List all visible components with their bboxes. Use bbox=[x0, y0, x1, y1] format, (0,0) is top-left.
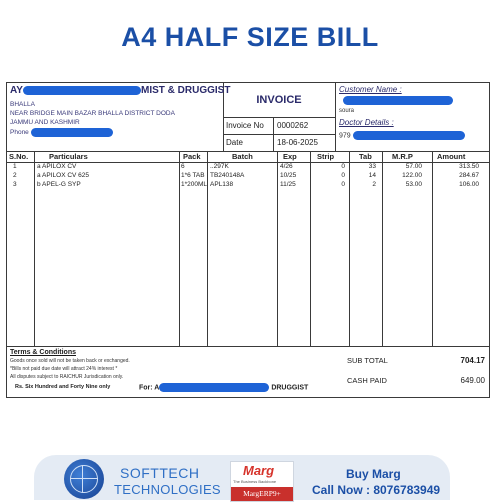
brand-name-line2: TECHNOLOGIES bbox=[114, 482, 221, 497]
page-headline: A4 HALF SIZE BILL bbox=[121, 22, 379, 52]
customer-details bbox=[335, 83, 489, 151]
redacted-shop-name bbox=[23, 86, 141, 95]
col-strip: Strip bbox=[317, 152, 335, 161]
row-sno: 3 bbox=[13, 181, 17, 188]
divider bbox=[273, 134, 274, 151]
col-tab: Tab bbox=[359, 152, 372, 161]
marg-tagline: The Business Backbone bbox=[233, 479, 277, 484]
signatory-line bbox=[139, 383, 308, 392]
col-amount: Amount bbox=[437, 152, 466, 161]
row-pack: 1*200ML bbox=[181, 181, 208, 188]
brand-name-line1: SOFTTECH bbox=[120, 465, 200, 481]
col-divider bbox=[310, 151, 311, 346]
call-now-text: Call Now : 8076783949 bbox=[312, 483, 441, 497]
row-sno: 2 bbox=[13, 172, 17, 179]
term-line: Goods once sold will not be taken back or exchanged. bbox=[10, 358, 130, 364]
cash-paid-value: 649.00 bbox=[460, 376, 485, 385]
for-suffix: DRUGGIST bbox=[271, 384, 309, 392]
term-line: All disputes subject to RAICHUR Jurisdication only. bbox=[10, 374, 124, 380]
invoice-title: INVOICE bbox=[223, 83, 335, 118]
table-header bbox=[7, 151, 489, 163]
marg-wordmark: Marg bbox=[243, 463, 275, 478]
row-exp: 10/25 bbox=[280, 172, 297, 179]
phone-label: Phone bbox=[10, 129, 29, 137]
invoice-number-row bbox=[223, 117, 335, 135]
invoice-date: 18-06-2025 bbox=[277, 138, 318, 147]
col-pack: Pack bbox=[183, 152, 201, 161]
buy-marg-text: Buy Marg bbox=[346, 467, 401, 481]
invoice-date-label: Date bbox=[226, 138, 243, 147]
cash-paid-label: CASH PAID bbox=[347, 376, 387, 385]
col-particulars: Particulars bbox=[49, 152, 88, 161]
col-exp: Exp bbox=[283, 152, 297, 161]
redacted-doctor-phone bbox=[353, 131, 465, 140]
col-sno: S.No. bbox=[9, 152, 29, 161]
row-particulars: a APILOX CV bbox=[37, 163, 77, 170]
shop-name bbox=[10, 85, 230, 96]
col-divider bbox=[432, 151, 433, 346]
row-batch: ..297K bbox=[210, 163, 229, 170]
shop-details bbox=[7, 83, 231, 151]
row-tab: 14 bbox=[368, 172, 376, 179]
row-strip: 0 bbox=[341, 181, 345, 188]
row-particulars: a APILOX CV 625 bbox=[37, 172, 90, 179]
subtotal-value: 704.17 bbox=[460, 356, 485, 365]
customer-name-label: Customer Name : bbox=[339, 85, 402, 94]
amount-in-words: Rs. Six Hundred and Forty Nine only bbox=[15, 384, 111, 390]
col-mrp: M.R.P bbox=[392, 152, 413, 161]
shop-phone bbox=[10, 128, 113, 137]
row-pack: 6 bbox=[181, 163, 185, 170]
row-amount: 284.67 bbox=[459, 172, 479, 179]
row-strip: 0 bbox=[341, 172, 345, 179]
col-divider bbox=[349, 151, 350, 346]
globe-icon bbox=[64, 459, 104, 499]
row-pack: 1*6 TAB bbox=[181, 172, 205, 179]
shop-state: JAMMU AND KASHMIR bbox=[10, 119, 80, 126]
shop-name-prefix: AY bbox=[10, 85, 23, 96]
row-exp: 11/25 bbox=[280, 181, 296, 188]
row-sno: 1 bbox=[13, 163, 17, 170]
row-tab: 2 bbox=[372, 181, 376, 188]
doctor-phone bbox=[339, 131, 465, 140]
invoice-date-row bbox=[223, 134, 335, 151]
shop-address: NEAR BRIDGE MAIN BAZAR BHALLA DISTRICT DODA bbox=[10, 110, 175, 117]
col-divider bbox=[207, 151, 208, 346]
row-batch: APL138 bbox=[210, 181, 234, 188]
customer-city: soura bbox=[339, 108, 355, 114]
row-mrp: 53.00 bbox=[405, 181, 422, 188]
col-divider bbox=[382, 151, 383, 346]
subtotal-label: SUB TOTAL bbox=[347, 356, 388, 365]
invoice-bill bbox=[6, 82, 490, 398]
doctor-details-label: Doctor Details : bbox=[339, 118, 394, 127]
promo-banner bbox=[34, 455, 450, 500]
marg-logo bbox=[230, 461, 294, 502]
row-amount: 313.50 bbox=[459, 163, 479, 170]
row-exp: 4/26 bbox=[280, 163, 293, 170]
col-batch: Batch bbox=[232, 152, 253, 161]
shop-city: BHALLA bbox=[10, 101, 35, 108]
terms-title: Terms & Conditions bbox=[10, 349, 76, 356]
redacted-signatory bbox=[159, 383, 269, 392]
marg-erp-label: MargERP9+ bbox=[231, 487, 293, 501]
row-particulars: b APEL-G SYP bbox=[37, 181, 81, 188]
row-amount: 106.00 bbox=[459, 181, 479, 188]
globe-parallel bbox=[70, 478, 98, 481]
shop-name-suffix: MIST & DRUGGIST bbox=[140, 85, 231, 96]
invoice-box bbox=[223, 83, 336, 151]
doctor-phone-prefix: 979 bbox=[339, 132, 351, 140]
row-mrp: 122.00 bbox=[402, 172, 422, 179]
invoice-number: 0000262 bbox=[277, 121, 309, 130]
row-mrp: 57.00 bbox=[405, 163, 422, 170]
row-batch: TB240148A bbox=[210, 172, 245, 179]
invoice-number-label: Invoice No bbox=[226, 121, 264, 130]
row-strip: 0 bbox=[341, 163, 345, 170]
bill-footer bbox=[7, 346, 489, 398]
redacted-customer-name bbox=[343, 96, 453, 105]
term-line: *Bills not paid due date will attract 24% interest * bbox=[10, 366, 118, 372]
bill-header bbox=[7, 83, 489, 152]
divider bbox=[273, 117, 274, 134]
for-prefix: For: A bbox=[139, 384, 160, 392]
row-tab: 33 bbox=[368, 163, 376, 170]
redacted-phone bbox=[31, 128, 113, 137]
col-divider bbox=[34, 151, 35, 346]
col-divider bbox=[179, 151, 180, 346]
col-divider bbox=[277, 151, 278, 346]
